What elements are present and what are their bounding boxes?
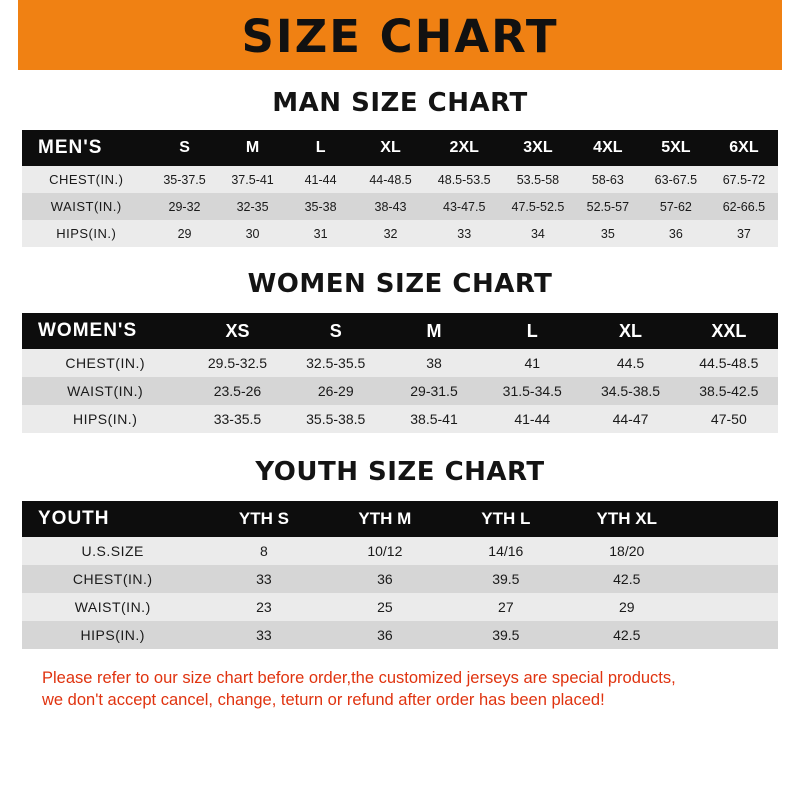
youth-chest-xl: 42.5 [613,571,641,587]
man-hips-3xl: 34 [530,226,545,241]
man-waist-l: 35-38 [304,199,337,214]
man-waist-m: 32-35 [236,199,269,214]
youth-hips-xl: 42.5 [613,627,641,643]
youth-waist-xl: 29 [618,599,635,615]
man-chest-l: 41-44 [304,172,337,187]
youth-header-xl: YTH XL [596,509,657,528]
women-size-table [22,313,778,433]
man-hips-l: 31 [313,226,328,241]
youth-section-title: YOUTH SIZE CHART [255,457,545,487]
man-size-table [22,130,778,247]
man-header-4xl: 4XL [593,139,623,156]
table-row [22,220,778,247]
youth-header-spacer [687,501,778,537]
man-header-label: MEN'S [38,137,103,158]
youth-chest-s: 33 [256,571,272,587]
women-header-l: L [526,320,538,341]
youth-row-spacer [687,593,778,621]
man-waist-3xl: 47.5-52.5 [511,199,565,214]
women-waist-l: 31.5-34.5 [502,383,562,399]
women-chest-xs: 29.5-32.5 [207,355,268,371]
women-waist-xxl: 38.5-42.5 [699,383,759,399]
women-waist-xs: 23.5-26 [213,383,262,399]
youth-ussize-m: 10/12 [367,543,403,559]
youth-header-l: YTH L [481,509,531,528]
youth-hips-s: 33 [256,627,272,643]
man-waist-xl: 38-43 [374,199,407,214]
man-row-hips-label: HIPS(IN.) [56,226,117,241]
man-chest-2xl: 48.5-53.5 [437,172,491,187]
table-row [22,377,778,405]
table-header-row [22,501,778,537]
youth-header-m: YTH M [358,509,412,528]
table-row [22,405,778,433]
youth-row-ussize-label: U.S.SIZE [81,543,144,559]
table-row [22,166,778,193]
table-row [22,537,778,565]
table-row [22,621,778,649]
man-chest-m: 37.5-41 [231,172,274,187]
youth-waist-s: 23 [256,599,272,615]
youth-row-spacer [687,537,778,565]
youth-row-chest-label: CHEST(IN.) [72,571,153,587]
youth-header-s: YTH S [238,509,289,528]
women-header-label: WOMEN'S [38,320,138,341]
man-waist-s: 29-32 [168,199,201,214]
women-header-xxl: XXL [711,320,747,341]
man-waist-6xl: 62-66.5 [722,199,766,214]
table-row [22,593,778,621]
man-hips-5xl: 36 [668,226,683,241]
women-chest-s: 32.5-35.5 [306,355,366,371]
youth-waist-m: 25 [377,599,393,615]
youth-row-waist-label: WAIST(IN.) [74,599,151,615]
man-section-title: MAN SIZE CHART [272,88,528,118]
man-header-3xl: 3XL [523,139,553,156]
women-row-hips-label: HIPS(IN.) [72,411,138,427]
women-hips-xxl: 47-50 [710,411,747,427]
chart-content [0,88,800,712]
man-header-l: L [315,139,326,156]
man-hips-s: 29 [177,226,192,241]
women-chest-l: 41 [524,355,541,371]
table-row [22,193,778,220]
man-chest-5xl: 63-67.5 [654,172,698,187]
man-chest-3xl: 53.5-58 [516,172,560,187]
header-left-spacer [0,0,18,70]
women-header-m: M [426,320,442,341]
header-right-spacer [782,0,800,70]
man-header-s: S [179,139,190,156]
youth-waist-l: 27 [498,599,514,615]
man-chest-6xl: 67.5-72 [722,172,766,187]
man-header-6xl: 6XL [729,139,759,156]
youth-ussize-xl: 18/20 [609,543,645,559]
youth-header-label: YOUTH [38,508,110,529]
footer-note-line2: we don't accept cancel, change, teturn or refund after order has been placed! [42,691,605,710]
women-waist-xl: 34.5-38.5 [600,383,661,399]
footer-note-line1: Please refer to our size chart before order,the customized jerseys are special products, [42,669,676,687]
table-header-row [22,130,778,166]
table-row [22,349,778,377]
women-header-xl: XL [619,320,643,341]
youth-size-table [22,501,778,649]
women-header-xs: XS [225,320,250,341]
women-header-s: S [329,320,342,341]
man-row-waist-label: WAIST(IN.) [50,199,122,214]
man-header-2xl: 2XL [449,139,479,156]
page-title: SIZE CHART [241,9,559,63]
women-chest-xxl: 44.5-48.5 [699,355,759,371]
table-header-row [22,313,778,349]
header-band [0,0,800,70]
youth-ussize-s: 8 [260,543,268,559]
women-hips-m: 38.5-41 [410,411,458,427]
women-hips-s: 35.5-38.5 [306,411,366,427]
man-chest-s: 35-37.5 [163,172,206,187]
women-waist-m: 29-31.5 [410,383,458,399]
man-chest-4xl: 58-63 [591,172,624,187]
youth-ussize-l: 14/16 [488,543,524,559]
youth-hips-l: 39.5 [492,627,520,643]
youth-row-hips-label: HIPS(IN.) [80,627,145,643]
table-row [22,565,778,593]
man-waist-2xl: 43-47.5 [443,199,486,214]
youth-row-spacer [687,565,778,593]
women-hips-xs: 33-35.5 [213,411,262,427]
women-section-title: WOMEN SIZE CHART [247,269,553,299]
man-header-m: M [245,139,260,156]
man-hips-xl: 32 [383,226,398,241]
women-row-waist-label: WAIST(IN.) [67,383,144,399]
man-hips-6xl: 37 [736,226,751,241]
man-header-xl: XL [380,139,401,156]
women-row-chest-label: CHEST(IN.) [65,355,145,371]
man-hips-2xl: 33 [457,226,472,241]
man-row-chest-label: CHEST(IN.) [49,172,124,187]
women-waist-s: 26-29 [317,383,354,399]
man-chest-xl: 44-48.5 [369,172,412,187]
man-waist-5xl: 57-62 [659,199,692,214]
man-hips-m: 30 [245,226,260,241]
footer-note [42,667,758,712]
youth-hips-m: 36 [377,627,393,643]
women-chest-xl: 44.5 [616,355,645,371]
women-chest-m: 38 [426,355,442,371]
man-header-5xl: 5XL [661,139,691,156]
youth-chest-l: 39.5 [492,571,520,587]
man-waist-4xl: 52.5-57 [586,199,630,214]
youth-chest-m: 36 [377,571,393,587]
youth-row-spacer [687,621,778,649]
women-hips-xl: 44-47 [612,411,649,427]
women-hips-l: 41-44 [514,411,551,427]
man-hips-4xl: 35 [600,226,615,241]
